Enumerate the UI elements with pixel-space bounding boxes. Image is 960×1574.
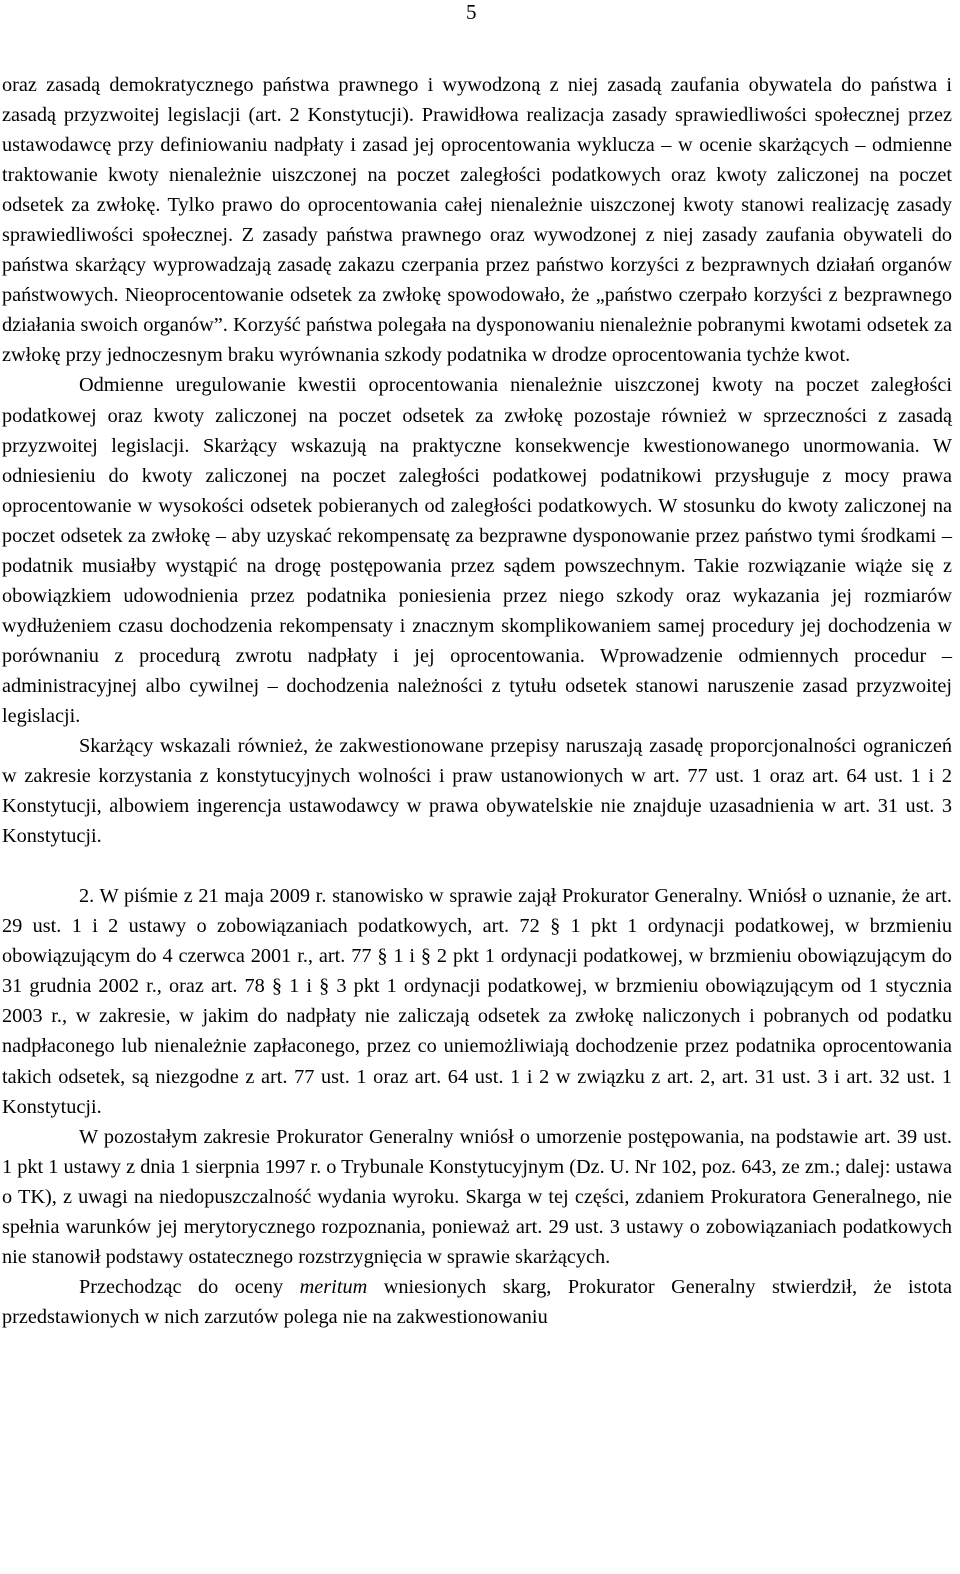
- paragraph-6: [2, 1272, 952, 1332]
- paragraph-text: 2. W piśmie z 21 maja 2009 r. stanowisko w sprawie zajął Prokurator Generalny. Wniósł o uznanie, że art. 29 ust. 1 i 2 ustawy o zobowiązaniach podatkowych, art. 72 § 1 pkt 1 ordynacji podatkowej, w brzmieniu obowiązującym do 4 czerwca 2001 r., art. 77 § 1 i § 2 pkt 1 ordynacji podatkowej, w brzmieniu obowiązującym do 31 grudnia 2002 r., oraz art. 78 § 1 i § 3 pkt 1 ordynacji podatkowej, w brzmieniu obowiązującym od 1 stycznia 2003 r., w zakresie, w jakim do nadpłaty nie zaliczają odsetek za zwłokę naliczonych i pobranych od podatku nadpłaconego lub nienależnie zapłaconego, przez co uniemożliwiają dochodzenie przez podatnika oprocentowania takich odsetek, są niezgodne z art. 77 ust. 1 oraz art. 64 ust. 1 i 2 w związku z art. 2, art. 31 ust. 3 i art. 32 ust. 1 Konstytucji.: [2, 885, 952, 1118]
- paragraph-3: [2, 731, 952, 851]
- page-number: 5: [466, 0, 477, 24]
- paragraph-2: [2, 370, 952, 731]
- document-body: [2, 70, 952, 1332]
- italic-term: meritum: [299, 1275, 368, 1298]
- paragraph-text: wniesionych skarg, Prokurator Generalny stwierdził, że istota przedstawionych w nich zarzutów polega nie na zakwestionowaniu: [2, 1275, 952, 1328]
- paragraph-text: W pozostałym zakresie Prokurator Generalny wniósł o umorzenie postępowania, na podstawie art. 39 ust. 1 pkt 1 ustawy z dnia 1 sierpnia 1997 r. o Trybunale Konstytucyjnym (Dz. U. Nr 102, poz. 643, ze zm.; dalej: ustawa o TK), z uwagi na niedopuszczalność wydania wyroku. Skarga w tej części, zdaniem Prokuratora Generalnego, nie spełnia warunków jej merytorycznego rozpoznania, ponieważ art. 29 ust. 3 ustawy o zobowiązaniach podatkowych nie stanowił podstawy ostatecznego rozstrzygnięcia w sprawie skarżących.: [2, 1125, 952, 1268]
- paragraph-text: Przechodząc do oceny: [79, 1275, 300, 1298]
- paragraph-text: Odmienne uregulowanie kwestii oprocentowania nienależnie uiszczonej kwoty na poczet zaległości podatkowej oraz kwoty zaliczonej na poczet odsetek za zwłokę pozostaje również w sprzeczności z zasadą przyzwoitej legislacji. Skarżący wskazują na praktyczne konsekwencje kwestionowanego unormowania. W odniesieniu do kwoty zaliczonej na poczet zaległości podatkowej podatnikowi przysługuje z mocy prawa oprocentowanie w wysokości odsetek pobieranych od zaległości podatkowych. W stosunku do kwoty zaliczonej na poczet odsetek za zwłokę – aby uzyskać rekompensatę za bezprawne dysponowanie przez państwo tymi środkami – podatnik musiałby wystąpić na drogę postępowania przez sądem powszechnym. Takie rozwiązanie wiąże się z obowiązkiem udowodnienia przez podatnika poniesienia przez niego szkody oraz wykazania jej rozmiarów wydłużeniem czasu dochodzenia rekompensaty i znacznym skomplikowaniem samej procedury jej dochodzenia w porównaniu z procedurą zwrotu nadpłaty i jej oprocentowania. Wprowadzenie odmiennych procedur – administracyjnej albo cywilnej – dochodzenia należności z tytułu odsetek stanowi naruszenie zasad przyzwoitej legislacji.: [2, 374, 952, 727]
- paragraph-text: oraz zasadą demokratycznego państwa prawnego i wywodzoną z niej zasadą zaufania obywatela do państwa i zasadą przyzwoitej legislacji (art. 2 Konstytucji). Prawidłowa realizacja zasady sprawiedliwości społecznej przez ustawodawcę przy definiowaniu nadpłaty i zasad jej oprocentowania wyklucza – w ocenie skarżących – odmienne traktowanie kwoty nienależnie uiszczonej na poczet zaległości podatkowych oraz kwoty zaliczonej na poczet odsetek za zwłokę. Tylko prawo do oprocentowania całej nienależnie uiszczonej kwoty stanowi realizację zasady sprawiedliwości społecznej. Z zasady państwa prawnego oraz wywodzonej z niej zasady zaufania obywateli do państwa skarżący wyprowadzają zasadę zakazu czerpania przez państwo korzyści z bezprawnych działań organów państwowych. Nieoprocentowanie odsetek za zwłokę spowodowało, że „państwo czerpało korzyści z bezprawnego działania swoich organów”. Korzyść państwa polegała na dysponowaniu nienależnie pobranymi kwotami odsetek za zwłokę przy jednoczesnym braku wyrównania szkody podatnika w drodze oprocentowania tychże kwot.: [2, 74, 952, 367]
- paragraph-1: [2, 70, 952, 370]
- paragraph-5: [2, 1122, 952, 1272]
- paragraph-text: Skarżący wskazali również, że zakwestionowane przepisy naruszają zasadę proporcjonalności ograniczeń w zakresie korzystania z konstytucyjnych wolności i praw ustanowionych w art. 77 ust. 1 oraz art. 64 ust. 1 i 2 Konstytucji, albowiem ingerencja ustawodawcy w prawa obywatelskie nie znajduje uzasadnienia w art. 31 ust. 3 Konstytucji.: [2, 735, 952, 848]
- paragraph-4: [2, 881, 952, 1121]
